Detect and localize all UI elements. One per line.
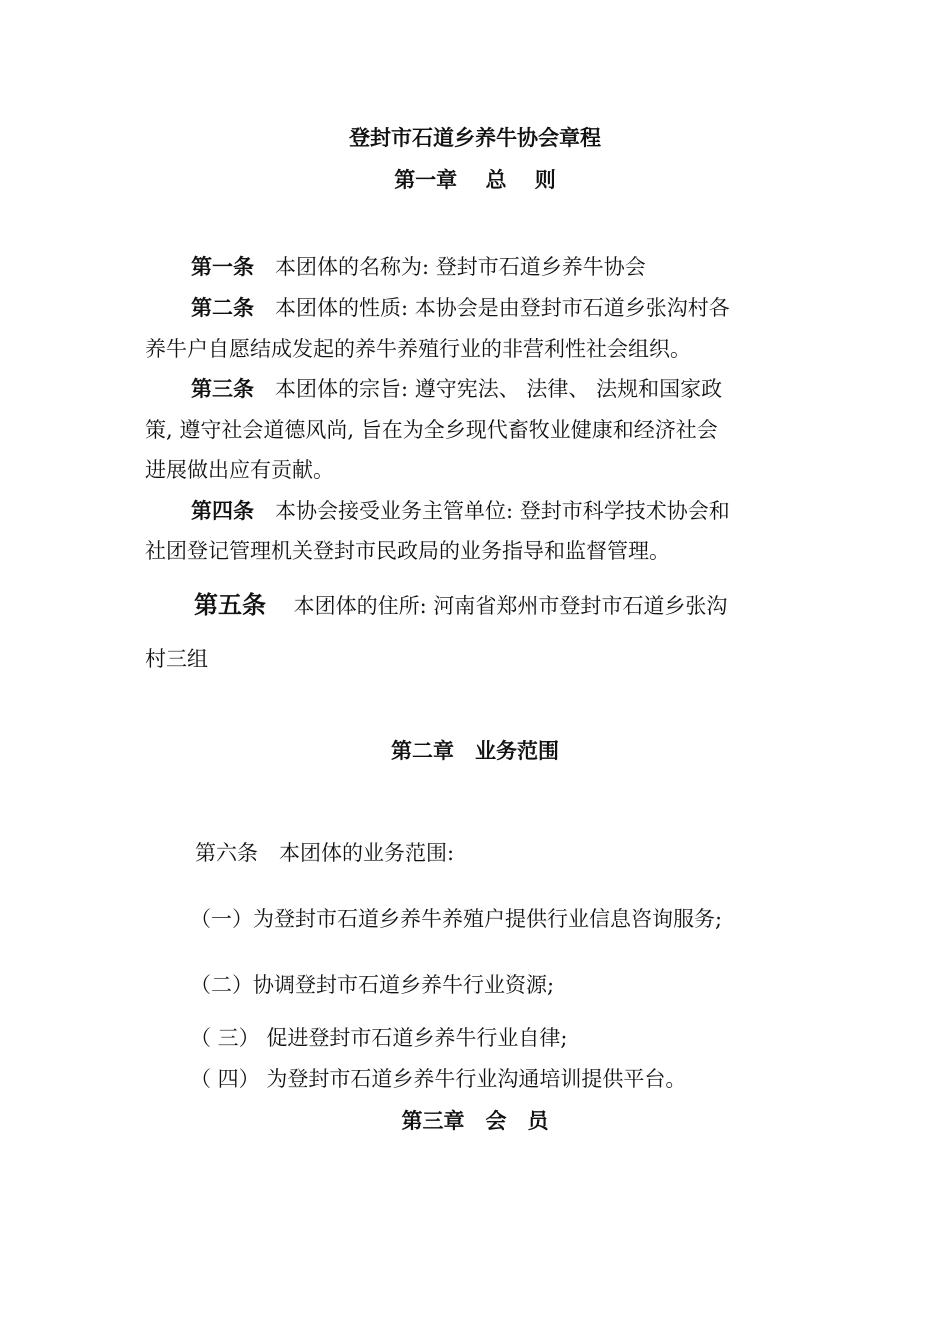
article-5-line-2: 村三组 (145, 647, 208, 671)
article-6: 第六条 本团体的业务范围: (195, 841, 455, 865)
article-4-line-2: 社团登记管理机关登封市民政局的业务指导和监督管理。 (145, 539, 670, 563)
scope-item-3: （ 三） 促进登封市石道乡养牛行业自律; (190, 1026, 568, 1050)
article-4 (191, 498, 730, 524)
article-1-label: 第一条 (191, 255, 254, 279)
article-1-text: 本团体的名称为: 登封市石道乡养牛协会 (254, 255, 646, 279)
article-3 (191, 376, 722, 402)
article-3-label: 第三条 (191, 377, 254, 401)
document-title: 登封市石道乡养牛协会章程 (349, 126, 601, 150)
chapter-1-title: 第一章 总 则 (394, 168, 556, 192)
scope-item-4: （ 四） 为登封市石道乡养牛行业沟通培训提供平台。 (190, 1067, 687, 1091)
article-4-label: 第四条 (191, 499, 254, 523)
article-4-line-1: 本协会接受业务主管单位: 登封市科学技术协会和 (254, 499, 730, 523)
article-3-line-2: 策, 遵守社会道德风尚, 旨在为全乡现代畜牧业健康和经济社会 (145, 418, 718, 442)
article-2 (191, 295, 730, 321)
article-2-line-2: 养牛户自愿结成发起的养牛养殖行业的非营利性社会组织。 (145, 337, 691, 361)
scope-item-1: （一）为登封市石道乡养牛养殖户提供行业信息咨询服务; (190, 907, 723, 931)
chapter-3-title: 第三章 会 员 (401, 1109, 549, 1133)
article-5-line-1: 本团体的住所: 河南省郑州市登封市石道乡张沟 (266, 594, 728, 618)
article-2-label: 第二条 (191, 296, 254, 320)
article-1 (191, 254, 646, 280)
scope-item-2: （二）协调登封市石道乡养牛行业资源; (190, 973, 555, 997)
article-5-label: 第五条 (194, 591, 266, 619)
article-3-line-1: 本团体的宗旨: 遵守宪法、 法律、 法规和国家政 (254, 377, 723, 401)
chapter-2-title: 第二章 业务范围 (391, 739, 559, 763)
article-2-line-1: 本团体的性质: 本协会是由登封市石道乡张沟村各 (254, 296, 730, 320)
article-5 (194, 592, 727, 619)
article-3-line-3: 进展做出应有贡献。 (145, 458, 334, 482)
